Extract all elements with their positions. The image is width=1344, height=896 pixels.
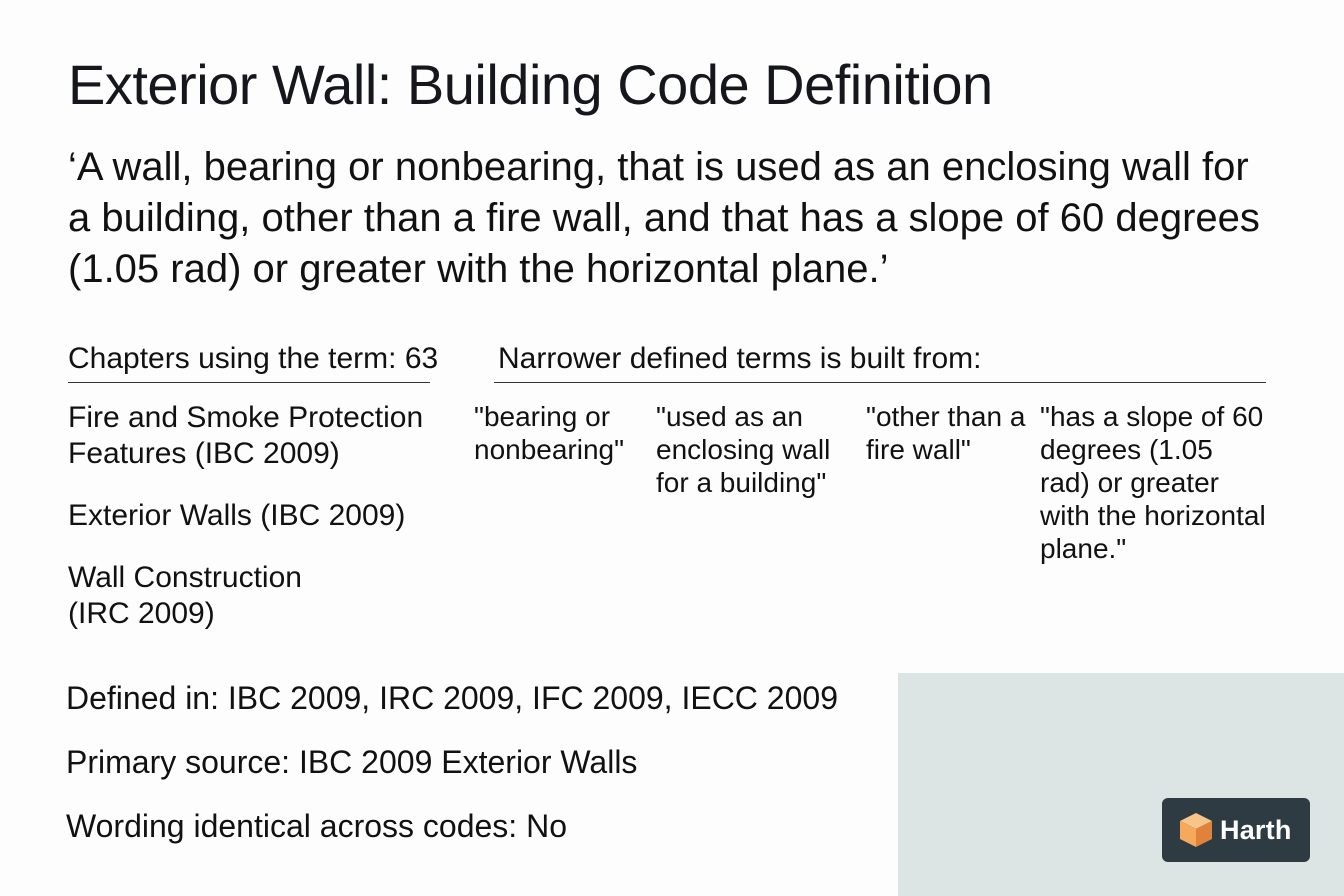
narrower-term: "used as an enclosing wall for a building" — [656, 401, 831, 498]
chapters-label: Chapters using the term: — [68, 342, 397, 375]
harth-logo — [1162, 798, 1310, 862]
logo-text: Harth — [1220, 814, 1292, 845]
chapter-item: Fire and Smoke Protection Features (IBC 2009) — [68, 401, 424, 470]
primary-source: Primary source: IBC 2009 Exterior Walls — [66, 744, 638, 780]
decorative-panel — [898, 673, 1344, 896]
chapters-count: 63 — [404, 342, 439, 375]
chapter-item: Wall Construction (IRC 2009) — [68, 561, 302, 630]
wording-identical: Wording identical across codes: No — [66, 808, 567, 844]
page-title: Exterior Wall: Building Code Definition — [68, 53, 993, 116]
narrower-term: "other than a fire wall" — [866, 401, 1026, 465]
cube-icon — [1176, 810, 1216, 850]
narrower-terms-header: Narrower defined terms is built from: — [494, 340, 1266, 383]
defined-in: Defined in: IBC 2009, IRC 2009, IFC 2009, IECC 2009 — [66, 680, 838, 716]
chapters-header — [68, 340, 439, 383]
chapters-list — [68, 400, 448, 658]
narrower-term: "has a slope of 60 degrees (1.05 rad) or greater with the horizontal plane." — [1040, 401, 1266, 564]
narrower-term: "bearing or nonbearing" — [474, 401, 625, 465]
definition-quote: ‘A wall, bearing or nonbearing, that is used as an enclosing wall for a building, other than a fire wall, and that has a slope of 60 degrees (1.05 rad) or greater with the horizontal plane.’ — [68, 145, 1260, 291]
chapter-item: Exterior Walls (IBC 2009) — [68, 499, 406, 532]
